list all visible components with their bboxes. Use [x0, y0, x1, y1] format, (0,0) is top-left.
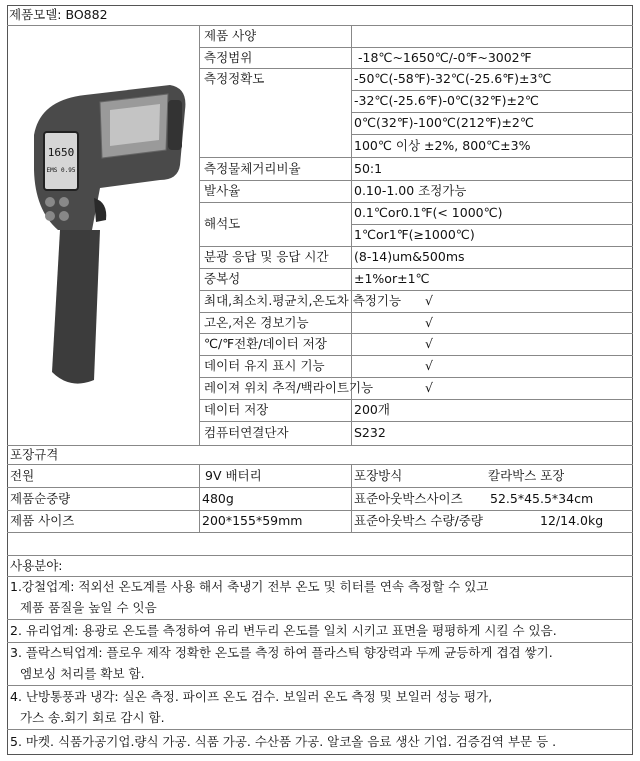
usage-item: 1.강철업계: 적외선 온도계를 사용 해서 축냉기 전부 온도 및 히터를 연속 측정할 수 있고: [10, 579, 489, 595]
spec-label: 분광 응답 및 응답 시간: [204, 249, 329, 265]
packaging-label: 제품순중량: [10, 490, 71, 506]
spec-label: 측정범위: [204, 49, 253, 65]
usage-item: 4. 난방통풍과 냉각: 실온 측정. 파이프 온도 검수. 보일러 온도 측정 및 보일러 성능 평가,: [10, 688, 493, 704]
check-icon: √: [425, 314, 433, 330]
spec-label: 측정물체거리비율: [204, 160, 301, 176]
spec-label: 해석도: [204, 216, 241, 232]
spec-value: 0℃(32℉)-100℃(212℉)±2℃: [354, 115, 534, 131]
feature-label: 레이져 위치 추적/백라이트기능: [204, 380, 374, 396]
data-storage-value: 200개: [354, 402, 390, 418]
feature-label: ℃/℉전환/데이터 저장: [204, 336, 327, 352]
feature-label: 고온,저온 경보기능: [204, 314, 309, 330]
packaging-label: 제품 사이즈: [10, 513, 75, 529]
spec-label: 중복성: [204, 271, 241, 287]
packaging-header: 포장규격: [10, 446, 59, 462]
usage-item: 제품 품질을 높일 수 잇음: [20, 600, 157, 616]
display-sub: EMS 0.95: [46, 167, 76, 174]
spec-value: -18℃~1650℃/-0℉~3002℉: [358, 49, 532, 65]
check-icon: √: [425, 336, 433, 352]
thermometer-icon: [30, 80, 190, 390]
spec-value: 50:1: [354, 160, 383, 176]
feature-label: 데이터 유지 표시 기능: [204, 358, 325, 374]
spec-header: 제품 사양: [204, 28, 257, 44]
packaging-value: 칼라박스 포장: [488, 467, 565, 483]
spec-label: 측정정확도: [204, 71, 265, 87]
packaging-value: 480g: [202, 490, 234, 506]
spec-value: (8-14)um&500ms: [354, 249, 465, 265]
spec-value: ±1%or±1℃: [354, 271, 430, 287]
data-storage-label: 데이터 저장: [204, 402, 269, 418]
usage-header: 사용분야:: [10, 557, 63, 573]
model-label: 제품모델: BO882: [9, 7, 108, 23]
check-icon: √: [425, 380, 433, 396]
spec-value: 1℃or1℉(≥1000℃): [354, 227, 475, 243]
spec-value: 0.1℃or0.1℉(< 1000℃): [354, 205, 503, 221]
usage-item: 엠보싱 처리를 확보 함.: [20, 666, 145, 682]
usage-item: 3. 플락스틱업계: 플로우 제작 정확한 온도를 측정 하여 플라스틱 향장력과 두께 균등하게 겹겹 쌓기.: [10, 645, 553, 661]
packaging-label: 포장방식: [354, 467, 403, 483]
pc-connect-value: S232: [354, 425, 386, 441]
spec-value: -50℃(-58℉)-32℃(-25.6℉)±3℃: [354, 71, 552, 87]
usage-item: 가스 송.회기 회로 감시 함.: [20, 710, 165, 726]
packaging-label: 표준아웃박스사이즈: [354, 490, 463, 506]
display-reading: 1650: [47, 146, 75, 159]
feature-label: 최대,최소치.평균치,온도차 측정기능: [204, 293, 402, 309]
packaging-label: 전원: [10, 467, 35, 483]
usage-item: 2. 유리업계: 용광로 온도를 측정하여 유리 변두리 온도를 일치 시키고 표면을 평평하게 시킬 수 있음.: [10, 622, 557, 638]
spec-value: 0.10-1.00 조정가능: [354, 183, 467, 199]
spec-value: 100℃ 이상 ±2%, 800℃±3%: [354, 137, 531, 153]
check-icon: √: [425, 358, 433, 374]
packaging-value: 52.5*45.5*34cm: [490, 490, 594, 506]
spec-value: -32℃(-25.6℉)-0℃(32℉)±2℃: [354, 93, 539, 109]
check-icon: √: [425, 293, 433, 309]
pc-connect-label: 컴퓨터연결단자: [204, 425, 289, 441]
packaging-value: 12/14.0kg: [540, 513, 604, 529]
usage-item: 5. 마켓. 식품가공기업.량식 가공. 식품 가공. 수산품 가공. 알코올 음료 생산 기업. 검증검역 부문 등 .: [10, 733, 557, 749]
packaging-value: 9V 배터리: [205, 467, 262, 483]
packaging-value: 200*155*59mm: [202, 513, 303, 529]
spec-label: 발사율: [204, 183, 241, 199]
packaging-label: 표준아웃박스 수량/중량: [354, 513, 483, 529]
